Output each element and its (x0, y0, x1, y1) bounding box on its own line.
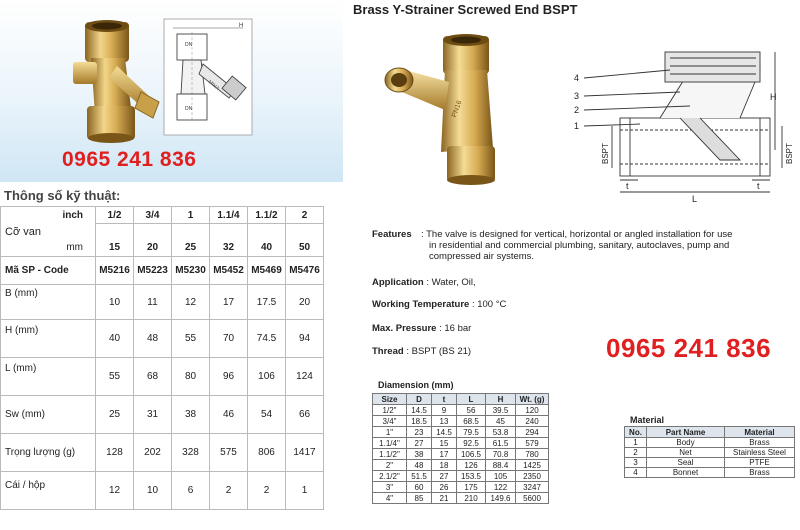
cell: 6 (172, 472, 210, 510)
table-row (1, 472, 324, 510)
cell: M5216 (96, 257, 134, 285)
strainer-dimension-drawing (570, 40, 800, 205)
cell: 149.6 (486, 493, 516, 504)
row-label: L (mm) (1, 358, 96, 396)
cell: M5230 (172, 257, 210, 285)
inch-size: 1/2 (96, 207, 134, 224)
cell: 80 (172, 358, 210, 396)
mm-size: 50 (286, 240, 324, 257)
column-header: t (432, 394, 457, 405)
brass-strainer-photo (55, 18, 165, 143)
cell: 10 (134, 472, 172, 510)
cell: 124 (286, 358, 324, 396)
cell: 12 (172, 285, 210, 320)
cell: 17.5 (248, 285, 286, 320)
cell: 26 (432, 482, 457, 493)
cell: 31 (134, 396, 172, 434)
table-row (373, 493, 549, 504)
cell: 27 (407, 438, 432, 449)
cell: 17 (210, 285, 248, 320)
cell: 38 (407, 449, 432, 460)
cell: Stainless Steel (725, 448, 795, 458)
cell: 11 (134, 285, 172, 320)
drawing-brand-mark: MIHA (206, 79, 221, 92)
cell: 202 (134, 434, 172, 472)
cell: 128 (96, 434, 134, 472)
table-row (625, 468, 795, 478)
cell: Net (647, 448, 725, 458)
cell: 21 (432, 493, 457, 504)
cell: 66 (286, 396, 324, 434)
dimension-label-t-left: t (626, 181, 629, 191)
table-row (373, 427, 549, 438)
cell: 153.5 (457, 471, 486, 482)
drawing-label-size-top: DN (185, 42, 193, 48)
temperature-value: : 100 °C (471, 299, 507, 310)
cell: 23 (407, 427, 432, 438)
cell: 48 (407, 460, 432, 471)
cell: 9 (432, 405, 457, 416)
cell: 54 (248, 396, 286, 434)
cell: 79.5 (457, 427, 486, 438)
row-label: Mã SP - Code (1, 257, 96, 285)
cell: 10 (96, 285, 134, 320)
cell: 106.5 (457, 449, 486, 460)
product-title: Brass Y-Strainer Screwed End BSPT (353, 2, 578, 17)
table-row (373, 471, 549, 482)
cell: 120 (516, 405, 549, 416)
cell: M5476 (286, 257, 324, 285)
cell: 51.5 (407, 471, 432, 482)
phone-number-left[interactable]: 0965 241 836 (62, 148, 197, 171)
cell: 18.5 (407, 416, 432, 427)
cell: 294 (516, 427, 549, 438)
cell: 3247 (516, 482, 549, 493)
cell: 122 (486, 482, 516, 493)
table-row (373, 416, 549, 427)
dimension-table (372, 393, 549, 504)
cell: 68.5 (457, 416, 486, 427)
cell: 60 (407, 482, 432, 493)
cell: 806 (248, 434, 286, 472)
callout-4: 4 (574, 73, 580, 83)
inch-size: 1.1/2 (248, 207, 286, 224)
material-caption: Material (630, 415, 665, 425)
cell: 68 (134, 358, 172, 396)
cell: 14.5 (432, 427, 457, 438)
table-row (625, 448, 795, 458)
inch-size: 1.1/4 (210, 207, 248, 224)
cell: 1 (625, 438, 647, 448)
features-line: in residential and commercial plumbing, sanitary, autoclaves, pump and (429, 240, 730, 251)
cell: 126 (457, 460, 486, 471)
cell: 240 (516, 416, 549, 427)
row-label: Sw (mm) (1, 396, 96, 434)
cell: 1425 (516, 460, 549, 471)
cell: 53.8 (486, 427, 516, 438)
cell: Brass (725, 438, 795, 448)
dimension-label-h: H (770, 92, 777, 102)
cell: 175 (457, 482, 486, 493)
cell: 1417 (286, 434, 324, 472)
cell: 40 (96, 320, 134, 358)
specs-heading: Thông số kỹ thuật: (4, 188, 121, 203)
table-row (1, 257, 324, 285)
cell: 2350 (516, 471, 549, 482)
table-row (625, 438, 795, 448)
cell: 1.1/2" (373, 449, 407, 460)
cell: 92.5 (457, 438, 486, 449)
cell: M5223 (134, 257, 172, 285)
row-label: B (mm) (1, 285, 96, 320)
cell: 96 (210, 358, 248, 396)
column-header: L (457, 394, 486, 405)
temperature-label: Working Temperature (372, 299, 470, 310)
cell: 56 (457, 405, 486, 416)
inch-size: 3/4 (134, 207, 172, 224)
cell: 48 (134, 320, 172, 358)
thread-label: Thread (372, 346, 404, 357)
dimension-label-l: L (692, 194, 698, 204)
cell: 20 (286, 285, 324, 320)
cell: M5452 (210, 257, 248, 285)
callout-3: 3 (574, 91, 580, 101)
spec-table (0, 206, 324, 510)
column-header: H (486, 394, 516, 405)
callout-2: 2 (574, 105, 580, 115)
pressure-label: Max. Pressure (372, 323, 437, 334)
thread-line (372, 346, 471, 357)
cell: 2 (625, 448, 647, 458)
cell: 780 (516, 449, 549, 460)
mm-size: 32 (210, 240, 248, 257)
cell: 88.4 (486, 460, 516, 471)
cell: Body (647, 438, 725, 448)
table-row (1, 358, 324, 396)
thread-value: : BSPT (BS 21) (406, 346, 472, 357)
drawing-label-size-bottom: DN (185, 106, 193, 112)
strainer-cross-section-drawing (163, 18, 253, 136)
cell: 105 (486, 471, 516, 482)
cell: 55 (172, 320, 210, 358)
valve-size-label: Cỡ van (1, 224, 96, 240)
cell: 70.8 (486, 449, 516, 460)
column-header: Size (373, 394, 407, 405)
inch-label: inch (1, 207, 96, 224)
row-label: Trọng lượng (g) (1, 434, 96, 472)
cell: 18 (432, 460, 457, 471)
cell: 1/2" (373, 405, 407, 416)
table-row (1, 320, 324, 358)
cell: 94 (286, 320, 324, 358)
cell: 579 (516, 438, 549, 449)
cell: 14.5 (407, 405, 432, 416)
column-header: D (407, 394, 432, 405)
svg-text:PN16: PN16 (450, 99, 464, 119)
column-header: No. (625, 427, 647, 438)
callout-1: 1 (574, 121, 580, 131)
cell: 55 (96, 358, 134, 396)
table-row (1, 396, 324, 434)
features-line: : The valve is designed for vertical, horizontal or angled installation for use (421, 229, 733, 240)
cell: Seal (647, 458, 725, 468)
cell: 2 (248, 472, 286, 510)
table-row (1, 434, 324, 472)
drawing-label-h: H (239, 23, 244, 29)
mm-label: mm (1, 240, 96, 257)
cell: 2 (210, 472, 248, 510)
cell: 45 (486, 416, 516, 427)
phone-number-right[interactable]: 0965 241 836 (606, 333, 772, 363)
cell: 575 (210, 434, 248, 472)
cell: 3" (373, 482, 407, 493)
cell: 17 (432, 449, 457, 460)
table-row (373, 482, 549, 493)
cell: 2.1/2" (373, 471, 407, 482)
pressure-value: : 16 bar (439, 323, 472, 334)
cell: PTFE (725, 458, 795, 468)
cell: 1" (373, 427, 407, 438)
cell: 39.5 (486, 405, 516, 416)
cell: Bonnet (647, 468, 725, 478)
pressure-line (372, 323, 471, 334)
column-header: Wt. (g) (516, 394, 549, 405)
table-row (373, 449, 549, 460)
application-value: : Water, Oil, (426, 277, 476, 288)
cell: 3 (625, 458, 647, 468)
mm-size: 40 (248, 240, 286, 257)
dimension-label-bspt-left: BSPT (601, 143, 610, 164)
cell: 15 (432, 438, 457, 449)
dimension-label-bspt-right: BSPT (785, 143, 794, 164)
row-label: Cái / hộp (1, 472, 96, 510)
cell: 61.5 (486, 438, 516, 449)
cell: 74.5 (248, 320, 286, 358)
application-line (372, 277, 476, 288)
cell: 1.1/4" (373, 438, 407, 449)
cell: Brass (725, 468, 795, 478)
cell: 12 (96, 472, 134, 510)
column-header: Part Name (647, 427, 725, 438)
cell: 4" (373, 493, 407, 504)
table-row (373, 438, 549, 449)
cell: 106 (248, 358, 286, 396)
cell: 1 (286, 472, 324, 510)
column-header: Material (725, 427, 795, 438)
brass-strainer-photo-large (375, 30, 515, 190)
mm-size: 15 (96, 240, 134, 257)
cell: M5469 (248, 257, 286, 285)
inch-size: 2 (286, 207, 324, 224)
cell: 4 (625, 468, 647, 478)
table-row (373, 405, 549, 416)
cell: 38 (172, 396, 210, 434)
row-label: H (mm) (1, 320, 96, 358)
cell: 328 (172, 434, 210, 472)
inch-size: 1 (172, 207, 210, 224)
cell: 70 (210, 320, 248, 358)
cell: 85 (407, 493, 432, 504)
dimension-caption: Diamension (mm) (378, 380, 454, 390)
mm-size: 25 (172, 240, 210, 257)
table-row (1, 285, 324, 320)
application-label: Application (372, 277, 424, 288)
cell: 27 (432, 471, 457, 482)
cell: 46 (210, 396, 248, 434)
temperature-line (372, 299, 506, 310)
cell: 5600 (516, 493, 549, 504)
features-block (372, 229, 782, 262)
material-table (624, 426, 795, 478)
cell: 2" (373, 460, 407, 471)
dimension-label-t-right: t (757, 181, 760, 191)
cell: 25 (96, 396, 134, 434)
features-line: compressed air systems. (429, 251, 535, 262)
mm-size: 20 (134, 240, 172, 257)
table-row (625, 458, 795, 468)
features-label: Features (372, 229, 412, 240)
cell: 3/4" (373, 416, 407, 427)
cell: 13 (432, 416, 457, 427)
cell: 210 (457, 493, 486, 504)
table-row (373, 460, 549, 471)
